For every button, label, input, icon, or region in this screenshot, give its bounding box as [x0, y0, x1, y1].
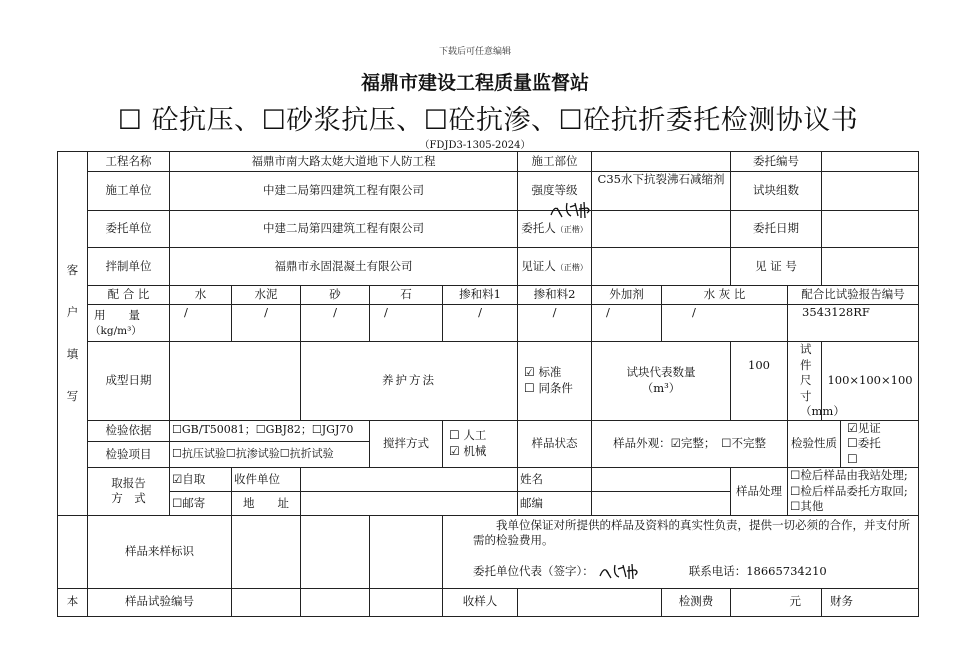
curing-option-same-condition[interactable] — [520, 381, 589, 397]
sample-state-label: 样品状态 — [518, 420, 592, 468]
specimen-qty-label: 试块代表数量（m³） — [592, 342, 731, 421]
sample-handling-label: 样品处理 — [731, 468, 788, 516]
finance-label: 财务 — [822, 588, 919, 616]
mix-col-cement: 水泥 — [232, 286, 301, 305]
mix-col-water: 水 — [170, 286, 232, 305]
client-person-value[interactable] — [592, 211, 731, 248]
witness-note: （正楷） — [555, 262, 588, 272]
document-code: （FDJD3-1305-2024） — [419, 140, 531, 151]
mix-col-additive: 外加剂 — [592, 286, 662, 305]
test-nature-witness-label: 见证 — [857, 420, 881, 435]
mix-col-admixture-2: 掺和料2 — [518, 286, 592, 305]
stirring-option-manual-label: 人工 — [463, 428, 487, 443]
sample-no-cell-1[interactable] — [232, 588, 301, 616]
report-self-option[interactable]: ☑自取 — [170, 468, 232, 492]
checkbox-empty-icon[interactable]: ☐ — [847, 436, 858, 451]
sample-mark-cell-3[interactable] — [370, 515, 443, 588]
project-name-label: 工程名称 — [88, 152, 170, 172]
report-method-label: 取报告方 式 — [88, 468, 170, 516]
test-nature-label: 检验性质 — [788, 420, 841, 468]
curing-method-options — [518, 342, 592, 421]
commission-date-label: 委托日期 — [731, 211, 822, 248]
specimen-size-value[interactable]: 100×100×100 — [822, 342, 919, 421]
checkbox-empty-icon[interactable]: ☐ — [524, 380, 535, 395]
checkbox-checked-icon[interactable]: ☑ — [449, 443, 460, 458]
construction-part-value[interactable] — [592, 152, 731, 172]
customer-fill-side-label — [58, 152, 88, 516]
mix-ratio-label: 配 合 比 — [88, 286, 170, 305]
checkbox-empty-icon[interactable]: ☐ — [847, 451, 858, 466]
witness-no-value[interactable] — [822, 248, 919, 286]
guarantee-block — [443, 515, 919, 588]
test-nature-other[interactable] — [843, 452, 916, 468]
customer-fill-text: 客户填写 — [66, 263, 79, 404]
mix-col-admixture-1: 掺和料1 — [443, 286, 518, 305]
station-title: 福鼎市建设工程质量监督站 — [360, 72, 589, 94]
test-items-value[interactable]: ☐抗压试验☐抗渗试验☐抗折试验 — [170, 441, 370, 467]
receiver-label: 收样人 — [443, 588, 518, 616]
dosage-label — [88, 305, 170, 342]
checkbox-checked-icon[interactable]: ☑ — [847, 420, 858, 435]
sample-no-label: 样品试验编号 — [88, 588, 232, 616]
receiver-value[interactable] — [518, 588, 662, 616]
postcode-value[interactable] — [592, 491, 731, 515]
forming-date-label: 成型日期 — [88, 342, 170, 421]
client-unit-value[interactable]: 中建二局第四建筑工程有限公司 — [170, 211, 518, 248]
fee-label: 检测费 — [662, 588, 731, 616]
side-spacer — [58, 515, 88, 588]
curing-option-standard-label: 标准 — [538, 365, 562, 380]
basis-value[interactable]: ☐GB/T50081；☐GBJ82；☐JGJ70 — [170, 420, 370, 441]
agreement-title: ☐ 砼抗压、☐砂浆抗压、☐砼抗渗、☐砼抗折委托检测协议书 — [117, 105, 859, 136]
test-nature-witness[interactable] — [843, 421, 916, 437]
guarantee-signature-line — [473, 561, 912, 583]
project-name-value[interactable]: 福鼎市南大路太姥大道地下人防工程 — [170, 152, 518, 172]
sample-handling-option-return[interactable]: ☐检后样品委托方取回; ☐其他 — [790, 483, 908, 514]
mix-col-water-cement-ratio: 水 灰 比 — [662, 286, 788, 305]
curing-method-label: 养护方法 — [301, 342, 518, 421]
basis-label: 检验依据 — [88, 420, 170, 441]
construction-unit-label: 施工单位 — [88, 172, 170, 211]
dosage-additive[interactable]: / — [592, 305, 662, 342]
dosage-water[interactable]: / — [170, 305, 232, 342]
stirring-option-machine-label: 机械 — [463, 443, 487, 458]
stirring-label: 搅拌方式 — [370, 420, 443, 468]
commission-no-label: 委托编号 — [731, 152, 822, 172]
dosage-unit: （kg/m³） — [90, 324, 142, 337]
name-value[interactable] — [592, 468, 731, 492]
specimen-size-label: 试件尺寸（mm） — [788, 342, 822, 421]
name-label: 姓名 — [518, 468, 592, 492]
mix-col-stone: 石 — [370, 286, 443, 305]
client-person-note: （正楷） — [555, 225, 588, 235]
mix-col-report-no: 配合比试验报告编号 — [788, 286, 919, 305]
test-groups-value[interactable] — [822, 172, 919, 211]
specimen-qty-value[interactable]: 100 — [731, 342, 788, 421]
witness-value[interactable] — [592, 248, 731, 286]
strength-grade-label: 强度等级 — [518, 172, 592, 211]
test-nature-options — [841, 420, 919, 468]
dosage-stone[interactable]: / — [370, 305, 443, 342]
test-items-label: 检验项目 — [88, 441, 170, 467]
postcode-label: 邮编 — [518, 491, 592, 515]
checkbox-checked-icon[interactable]: ☑ — [524, 365, 535, 380]
contact-phone: 联系电话：18665734210 — [688, 563, 827, 578]
dosage-report-no[interactable]: 3543128RF — [788, 305, 919, 342]
handwritten-signature-strength — [548, 198, 604, 222]
sample-mark-label: 样品来样标识 — [88, 515, 232, 588]
receiving-unit-label: 收件单位 — [232, 468, 301, 492]
address-value[interactable] — [301, 491, 518, 515]
handwritten-signature — [597, 561, 651, 583]
dosage-label-text: 用 量 — [94, 308, 140, 323]
fee-unit[interactable]: 元 — [731, 588, 822, 616]
top-note: 下载后可任意编辑 — [438, 47, 511, 57]
client-unit-label: 委托单位 — [88, 211, 170, 248]
dosage-admixture-2[interactable]: / — [518, 305, 592, 342]
sample-mark-cell-2[interactable] — [301, 515, 370, 588]
curing-option-standard[interactable] — [520, 365, 589, 381]
client-person-label-text: 委托人 — [521, 221, 556, 236]
test-nature-commission-label: 委托 — [857, 436, 881, 451]
dosage-sand[interactable]: / — [301, 305, 370, 342]
checkbox-empty-icon[interactable]: ☐ — [449, 428, 460, 443]
witness-label — [518, 248, 592, 286]
dosage-cement[interactable]: / — [232, 305, 301, 342]
test-nature-commission[interactable] — [843, 436, 916, 452]
report-mail-option[interactable]: ☐邮寄 — [170, 491, 232, 515]
address-label: 地 址 — [232, 491, 301, 515]
sample-no-cell-3[interactable] — [370, 588, 443, 616]
mixing-unit-value[interactable]: 福鼎市永固混凝土有限公司 — [170, 248, 518, 286]
witness-no-label: 见 证 号 — [731, 248, 822, 286]
construction-unit-value[interactable]: 中建二局第四建筑工程有限公司 — [170, 172, 518, 211]
witness-label-text: 见证人 — [521, 258, 556, 273]
construction-part-label: 施工部位 — [518, 152, 592, 172]
mixing-unit-label: 拌制单位 — [88, 248, 170, 286]
curing-option-same-condition-label: 同条件 — [538, 380, 573, 395]
sample-mark-cell-1[interactable] — [232, 515, 301, 588]
sample-handling-option-station[interactable]: ☐检后样品由我站处理; — [790, 468, 908, 483]
commission-date-value[interactable] — [822, 211, 919, 248]
this-station-side-label: 本 — [58, 588, 88, 616]
dosage-water-cement-ratio[interactable]: / — [662, 305, 788, 342]
commission-no-value[interactable] — [822, 152, 919, 172]
sample-appearance[interactable]: 样品外观：☑完整； ☐不完整 — [592, 420, 788, 468]
stirring-options — [443, 420, 518, 468]
dosage-admixture-1[interactable]: / — [443, 305, 518, 342]
stirring-option-machine[interactable] — [445, 444, 515, 460]
guarantee-text: 我单位保证对所提供的样品及资料的真实性负责，提供一切必须的合作，并支付所需的检验费用。 — [473, 517, 910, 548]
receiving-unit-value[interactable] — [301, 468, 518, 492]
commission-form-table — [57, 151, 919, 617]
stirring-option-manual[interactable] — [445, 428, 515, 444]
sample-no-cell-2[interactable] — [301, 588, 370, 616]
sample-handling-options — [788, 468, 919, 516]
strength-grade-value[interactable]: C35水下抗裂沸石减缩剂 — [592, 172, 731, 211]
mix-col-sand: 砂 — [301, 286, 370, 305]
forming-date-value[interactable] — [170, 342, 301, 421]
client-rep-label: 委托单位代表（签字）： — [473, 563, 594, 578]
test-groups-label: 试块组数 — [731, 172, 822, 211]
